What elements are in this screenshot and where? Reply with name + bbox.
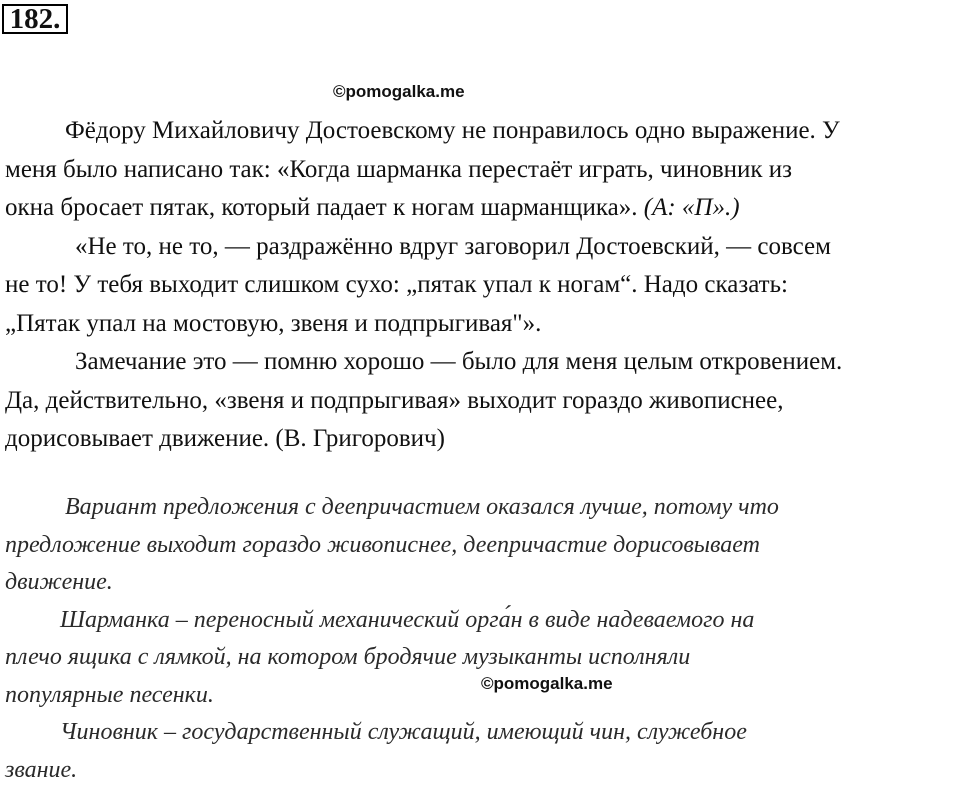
text-line: «Не то, не то, — раздражённо вдруг заговорил Достоевский, — совсем xyxy=(5,228,960,267)
source-note: (А: «П».) xyxy=(644,194,740,221)
answer-line: звание. xyxy=(5,752,960,789)
text-fragment: окна бросает пятак, который падает к ногам шарманщика». xyxy=(5,194,638,221)
answer-text xyxy=(5,489,960,789)
text-line: дорисовывает движение. (В. Григорович) xyxy=(5,420,960,459)
answer-line: Чиновник – государственный служащий, имеющий чин, служебное xyxy=(5,714,960,752)
exercise-number: 182. xyxy=(2,4,68,34)
exercise-text xyxy=(5,112,960,459)
watermark-top: ©pomogalka.me xyxy=(333,82,465,102)
answer-line: плечо ящика с лямкой, на котором бродячие музыканты исполняли xyxy=(5,639,960,677)
watermark-bottom: ©pomogalka.me xyxy=(481,674,613,694)
answer-line: популярные песенки. xyxy=(5,677,960,715)
text-line: „Пятак упал на мостовую, звеня и подпрыгивая"». xyxy=(5,305,960,344)
answer-line: Шарманка – переносный механический орга́н в виде надеваемого на xyxy=(5,602,960,640)
answer-line: предложение выходит гораздо живописнее, деепричастие дорисовывает xyxy=(5,527,960,565)
answer-line: Вариант предложения с деепричастием оказался лучше, потому что xyxy=(5,489,960,527)
text-line: Да, действительно, «звеня и подпрыгивая» выходит гораздо живописнее, xyxy=(5,382,960,421)
text-line xyxy=(5,189,960,228)
text-line: меня было написано так: «Когда шарманка перестаёт играть, чиновник из xyxy=(5,151,960,190)
text-line: Фёдору Михайловичу Достоевскому не понравилось одно выражение. У xyxy=(5,112,960,151)
text-line: Замечание это — помню хорошо — было для меня целым откровением. xyxy=(5,343,960,382)
text-line: не то! У тебя выходит слишком сухо: „пятак упал к ногам“. Надо сказать: xyxy=(5,266,960,305)
answer-line: движение. xyxy=(5,564,960,602)
